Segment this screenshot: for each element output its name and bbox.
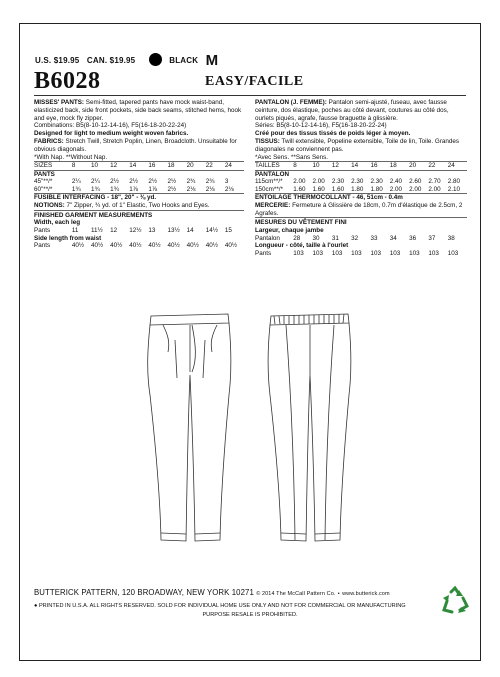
french-description: PANTALON (J. FEMME): Pantalon semi-ajusté, fuseau, avec fausse ceinture, dos élastique, poches au côté devant, coutures au côté dos, ourlets piqués, agrafe, fausse braguette à glissière. <box>255 99 449 122</box>
pattern-number: B6028 <box>34 68 101 94</box>
price-us: U.S. $19.95 <box>35 56 80 65</box>
table-cell: 14 <box>129 162 137 170</box>
table-cell: 15 <box>224 227 232 235</box>
table-cell: 2¼ <box>91 178 100 186</box>
table-cell: 2.30 <box>351 178 364 186</box>
table-cell: 2.70 <box>428 178 441 186</box>
table-cell: 2.30 <box>370 178 383 186</box>
table-cell: 2.00 <box>293 178 306 186</box>
table-cell: 13 <box>148 227 156 235</box>
table-cell: 18 <box>167 162 175 170</box>
table-cell: 2.40 <box>389 178 403 186</box>
english-measurements-title: FINISHED GARMENT MEASUREMENTS <box>34 210 244 220</box>
pants-label: PANTALON <box>255 170 290 178</box>
table-cell: 1¾ <box>71 185 81 193</box>
table-cell: 11 <box>71 227 79 235</box>
french-width-label: Largeur, chaque jambe <box>255 227 324 235</box>
table-cell: 13½ <box>167 227 180 235</box>
table-cell: 14 <box>186 227 194 235</box>
table-cell: 2.00 <box>389 185 403 193</box>
table-cell: 40½ <box>224 242 238 250</box>
company-line: BUTTERICK PATTERN, 120 BROADWAY, NEW YORK 10271 © 2014 The McCall Pattern Co. • www.butterick.com <box>34 588 390 597</box>
legal-line-1: ● PRINTED IN U.S.A. ALL RIGHTS RESERVED. SOLD FOR INDIVIDUAL HOME USE ONLY AND NOT FOR COMMERCIAL OR MANUFACTURING <box>34 603 406 609</box>
table-cell: 33 <box>370 234 378 242</box>
french-title: PANTALON (J. FEMME): <box>255 99 327 106</box>
table-cell: 103 <box>351 250 362 258</box>
table-cell: 103 <box>331 250 343 258</box>
table-cell: 14½ <box>205 227 219 235</box>
company-address: BUTTERICK PATTERN, 120 BROADWAY, NEW YORK 10271 <box>34 588 254 597</box>
table-cell: 2.00 <box>312 178 325 186</box>
table-cell: 40½ <box>148 242 161 250</box>
table-cell: 2.00 <box>428 185 441 193</box>
table-cell: 3 <box>224 178 229 186</box>
english-description: MISSES' PANTS: Semi-fitted, tapered pants have mock waist-band, elasticized back, side front pockets, side back seams, stitched hems, hook and eye, mock fly zipper. <box>34 99 242 122</box>
table-cell: 40½ <box>129 242 142 250</box>
table-cell: 30 <box>312 234 320 242</box>
table-cell: 38 <box>447 234 455 242</box>
table-cell: 36 <box>409 234 417 242</box>
table-cell: 2⅛ <box>205 185 215 193</box>
color-label: BLACK <box>169 56 199 65</box>
fabric-row-label: 45"**/* <box>34 178 53 186</box>
table-cell: 31 <box>331 234 339 242</box>
table-cell: 2½ <box>167 185 177 193</box>
table-cell: 2⅛ <box>186 185 196 193</box>
english-designed-for: Designed for light to medium weight woven fabrics. <box>34 130 189 138</box>
table-cell: 1⅞ <box>148 185 158 193</box>
table-cell: 8 <box>293 162 297 170</box>
table-cell: 2.60 <box>409 178 422 186</box>
table-cell: 24 <box>447 162 455 170</box>
table-cell: 1¾ <box>91 185 100 193</box>
table-cell: 11½ <box>91 227 103 235</box>
table-cell: 103 <box>370 250 381 258</box>
table-cell: 28 <box>293 234 301 242</box>
table-cell: 22 <box>428 162 436 170</box>
table-cell: 8 <box>71 162 76 170</box>
fabric-row-label: 115cm**/* <box>255 178 283 186</box>
table-cell: 37 <box>428 234 436 242</box>
french-interfacing: ENTOILAGE THERMOCOLLANT - 46, 51cm - 0.4m <box>255 193 467 202</box>
table-cell: 2¾ <box>205 178 215 186</box>
table-cell: 16 <box>370 162 378 170</box>
table-cell: 1.80 <box>351 185 364 193</box>
table-cell: 1.80 <box>370 185 383 193</box>
price-can: CAN. $19.95 <box>86 56 136 65</box>
french-designed-for: Créé pour des tissus tissés de poids léger à moyen. <box>255 130 411 138</box>
difficulty-label: EASY/FACILE <box>205 74 304 89</box>
table-cell: 103 <box>389 250 401 258</box>
table-cell: 40½ <box>91 242 104 250</box>
sizes-label: TAILLES <box>255 162 280 170</box>
french-length-label: Longueur - côté, taille à l'ourlet <box>255 242 349 250</box>
table-cell: 20 <box>409 162 417 170</box>
french-fabrics: TISSUS: Twill extensible, Popeline extensible, Toile de lin, Toile. Grandes diagonales ne conviennent pas. <box>255 137 460 153</box>
table-cell: 1.60 <box>293 185 306 193</box>
french-measurements-title: MESURES DU VÊTEMENT FINI <box>255 217 467 227</box>
french-nap-note: *Avec Sens. **Sans Sens. <box>255 153 329 161</box>
back-view-pants-drawing <box>268 314 351 541</box>
table-cell: 1⅞ <box>129 185 139 193</box>
french-notions: MERCERIE: Fermeture à Glissière de 18cm, 0.7m d'élastique de 2.5cm, 2 Agrafes. <box>255 201 463 217</box>
sizes-label: SIZES <box>34 162 53 170</box>
table-cell: 103 <box>447 250 459 258</box>
table-cell: 12½ <box>129 227 142 235</box>
table-cell: 2⅛ <box>224 185 234 193</box>
english-length-label: Side length from waist <box>34 234 102 242</box>
french-series: Séries: B5(8-10-12-14-16), F5(16-18-20-22-24) <box>255 122 387 130</box>
table-cell: 2.10 <box>447 185 460 193</box>
fabric-row-label: 150cm**/* <box>255 185 284 193</box>
table-cell: 40½ <box>71 242 85 250</box>
table-cell: 40½ <box>186 242 199 250</box>
table-cell: 32 <box>351 234 359 242</box>
pants-label: PANTS <box>34 170 55 178</box>
recycle-icon <box>440 586 470 616</box>
width-row-label: Pantalon <box>255 234 280 242</box>
english-width-label: Width, each leg <box>34 219 81 227</box>
legal-bullet-icon: ● <box>34 603 38 609</box>
table-cell: 10 <box>91 162 99 170</box>
table-cell: 12 <box>110 227 118 235</box>
copyright: © 2014 The McCall Pattern Co. <box>256 591 336 597</box>
table-cell: 2½ <box>167 178 177 186</box>
table-cell: 103 <box>428 250 439 258</box>
table-cell: 2¼ <box>71 178 81 186</box>
table-cell: 1.60 <box>331 185 345 193</box>
english-nap-note: *With Nap. **Without Nap. <box>34 153 108 161</box>
table-cell: 40½ <box>110 242 123 250</box>
table-cell: 103 <box>312 250 324 258</box>
table-cell: 1¾ <box>110 185 119 193</box>
table-cell: 12 <box>110 162 118 170</box>
table-cell: 34 <box>389 234 397 242</box>
table-cell: 20 <box>186 162 194 170</box>
english-fabrics: FABRICS: Stretch Twill, Stretch Poplin, Linen, Broadcloth. Unsuitable for obvious diagonals. <box>34 137 237 153</box>
front-view-pants-drawing <box>148 314 231 541</box>
english-title: MISSES' PANTS: <box>34 99 85 106</box>
table-cell: 24 <box>224 162 232 170</box>
table-cell: 103 <box>409 250 420 258</box>
website-link[interactable]: www.butterick.com <box>342 591 390 597</box>
table-cell: 2.00 <box>409 185 422 193</box>
table-cell: 2½ <box>110 178 119 186</box>
table-cell: 16 <box>148 162 156 170</box>
table-cell: 1.60 <box>312 185 325 193</box>
table-cell: 40½ <box>205 242 219 250</box>
fabric-row-label: 60"**/* <box>34 185 53 193</box>
english-interfacing: FUSIBLE INTERFACING - 18", 20" - ⅜ yd. <box>34 193 244 202</box>
table-cell: 2¾ <box>186 178 196 186</box>
size-mark: M <box>205 52 219 69</box>
table-cell: 14 <box>351 162 359 170</box>
table-cell: 2.80 <box>447 178 460 186</box>
legal-line-2: PURPOSE RESALE IS PROHIBITED. <box>202 612 298 618</box>
table-cell: 103 <box>293 250 304 258</box>
table-cell: 2.30 <box>331 178 345 186</box>
length-row-label: Pants <box>255 250 272 258</box>
table-cell: 2½ <box>129 178 139 186</box>
length-row-label: Pants <box>34 242 51 250</box>
english-combinations: Combinations: B5(8-10-12-14-16), F5(16-18-20-22-24) <box>34 122 187 130</box>
width-row-label: Pants <box>34 227 51 235</box>
table-cell: 22 <box>205 162 213 170</box>
table-cell: 18 <box>389 162 397 170</box>
table-cell: 12 <box>331 162 339 170</box>
table-cell: 10 <box>312 162 320 170</box>
table-cell: 2½ <box>148 178 158 186</box>
english-notions: NOTIONS: 7" Zipper, ¾ yd. of 1" Elastic, Two Hooks and Eyes. <box>34 201 210 209</box>
table-cell: 40½ <box>167 242 180 250</box>
